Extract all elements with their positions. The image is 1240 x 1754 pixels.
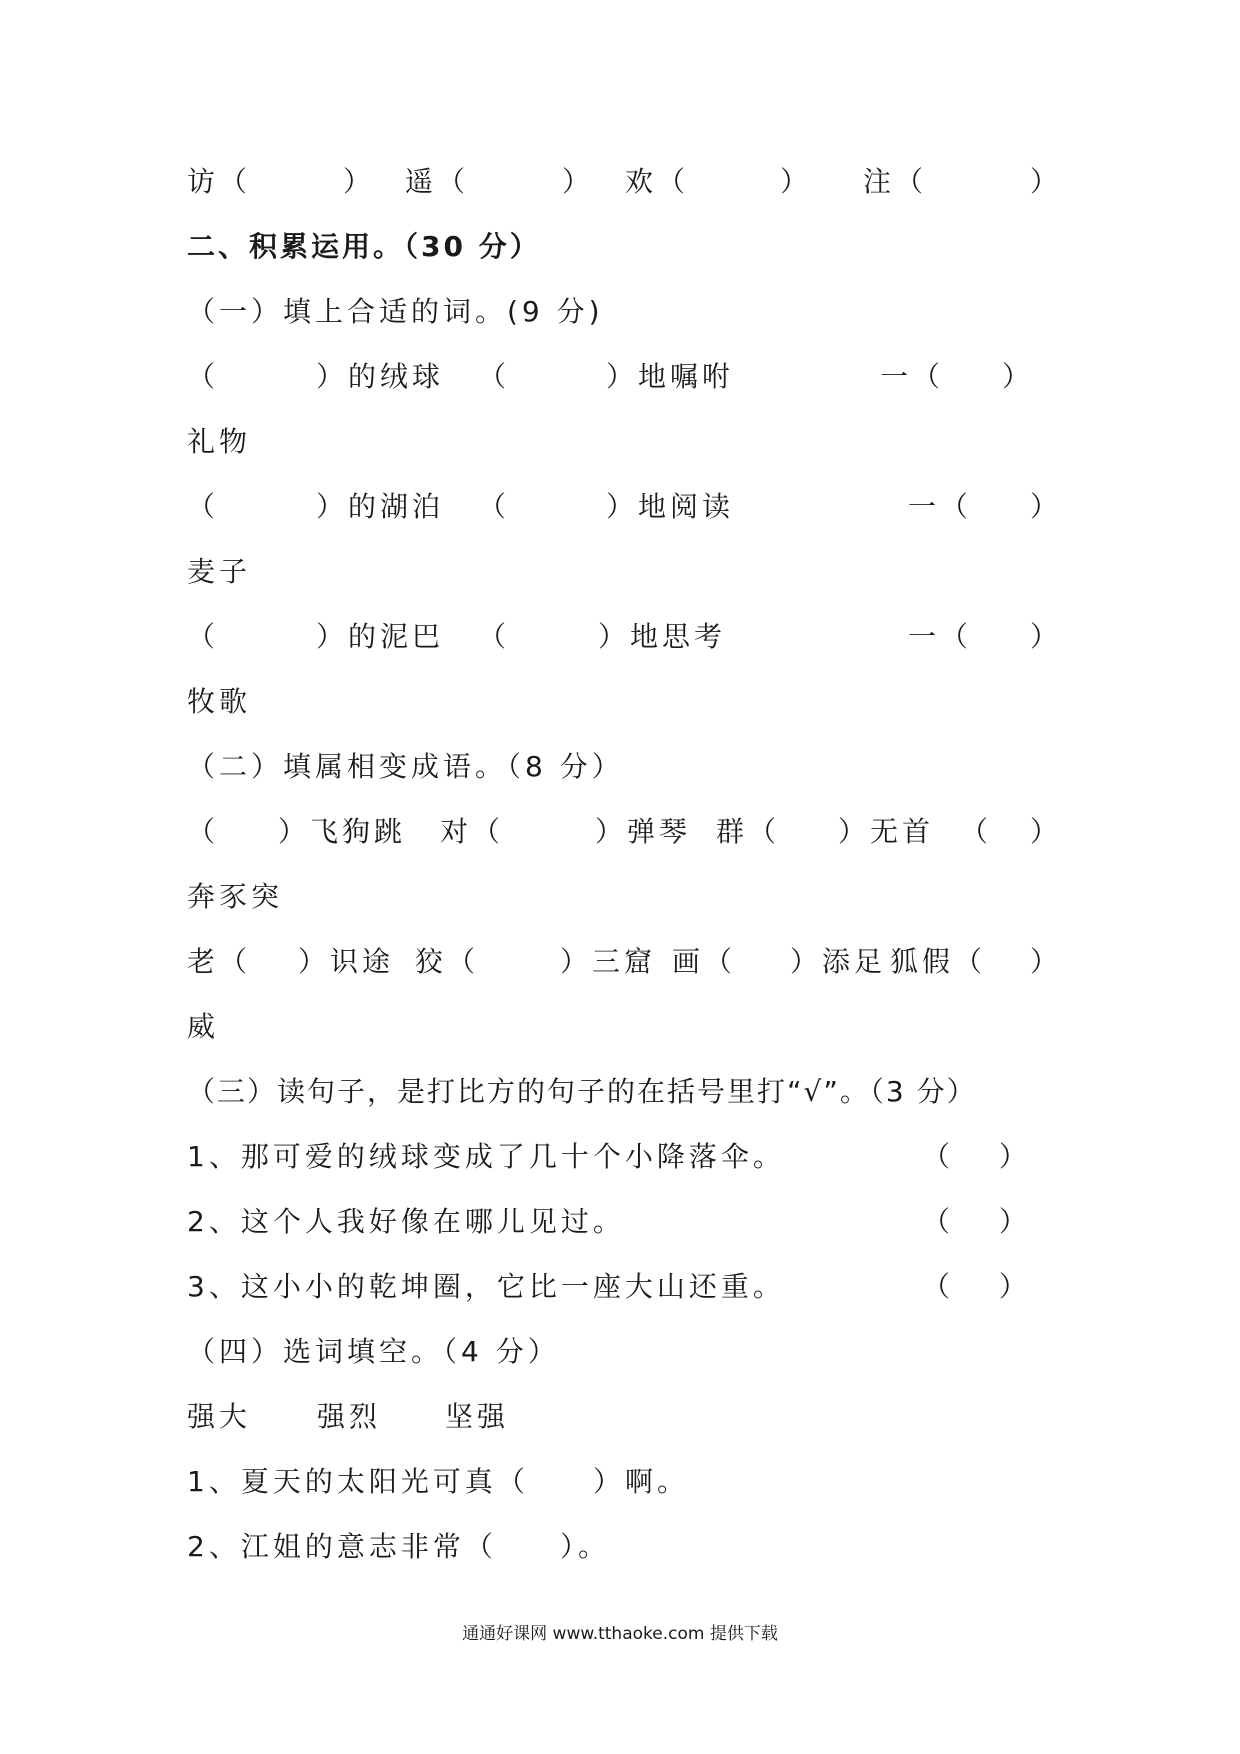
- word-fill-row: [0, 355, 1240, 399]
- pinyin-fill-row: [0, 160, 1240, 204]
- part4-title-row: [0, 1330, 1240, 1374]
- measure-open: 一（: [908, 620, 973, 653]
- wrap-row: [0, 1005, 1240, 1049]
- cloze-pre: 1、夏天的太阳光可真（: [187, 1465, 529, 1498]
- part2-title: （二）填属相变成语。（8 分）: [187, 750, 624, 783]
- wrapped-word: 奔豕突: [187, 880, 284, 913]
- fill-item-zhu: 注（: [863, 165, 928, 198]
- answer-paren: （ ）: [922, 1140, 1031, 1173]
- paren-open: （: [187, 490, 220, 523]
- paren-close: ）: [1030, 490, 1063, 523]
- idiom-part: ）三窟: [560, 945, 657, 978]
- wrapped-word: 牧歌: [187, 685, 252, 718]
- sentence-text: 2、这个人我好像在哪儿见过。: [187, 1205, 625, 1238]
- paren-open: （: [478, 620, 511, 653]
- phrase-adj: ）的湖泊: [316, 490, 445, 523]
- paren-open: （: [187, 815, 220, 848]
- measure-open: 一（: [880, 360, 945, 393]
- sentence-text: 3、这小小的乾坤圈，它比一座大山还重。: [187, 1270, 785, 1303]
- idiom-part: ）飞狗跳: [278, 815, 407, 848]
- phrase-adv: ）地阅读: [606, 490, 735, 523]
- wrapped-word: 威: [187, 1010, 220, 1043]
- sentence-text: 1、那可爱的绒球变成了几十个小降落伞。: [187, 1140, 785, 1173]
- fill-paren-close: ）: [780, 165, 813, 198]
- measure-open: 一（: [908, 490, 973, 523]
- idiom-part: ）无首: [838, 815, 935, 848]
- idiom-part: 画（: [672, 945, 737, 978]
- wrap-row: [0, 680, 1240, 724]
- idiom-part: ）弹琴: [595, 815, 692, 848]
- idiom-part: 老（: [187, 945, 252, 978]
- wrap-row: [0, 420, 1240, 464]
- paren-close: ）: [1030, 815, 1063, 848]
- fill-paren-close: ）: [1030, 165, 1063, 198]
- phrase-adj: ）的泥巴: [316, 620, 445, 653]
- wrapped-word: 礼物: [187, 425, 252, 458]
- word-choices-row: [0, 1395, 1240, 1439]
- fill-paren-close: ）: [562, 165, 595, 198]
- phrase-adv: ）地嘱咐: [606, 360, 735, 393]
- idiom-part: 狡（: [415, 945, 480, 978]
- page-footer: 通通好课网 www.tthaoke.com 提供下载: [462, 1624, 778, 1644]
- idiom-row: [0, 810, 1240, 854]
- cloze-post: ）啊。: [593, 1465, 690, 1498]
- part3-title: （三）读句子，是打比方的句子的在括号里打“√”。（3 分）: [187, 1075, 977, 1108]
- sentence-row: [0, 1200, 1240, 1244]
- word-choice: 强大: [187, 1400, 252, 1433]
- paren-close: ）: [1030, 620, 1063, 653]
- idiom-part: 对（: [440, 815, 505, 848]
- answer-paren: （ ）: [922, 1205, 1031, 1238]
- fill-item-huan: 欢（: [625, 165, 690, 198]
- wrap-row: [0, 875, 1240, 919]
- sentence-row: [0, 1135, 1240, 1179]
- part4-title: （四）选词填空。（4 分）: [187, 1335, 560, 1368]
- paren-close: ）: [1002, 360, 1035, 393]
- fill-paren-close: ）: [343, 165, 376, 198]
- cloze-post: ）。: [560, 1530, 611, 1563]
- idiom-part: 群（: [716, 815, 781, 848]
- part2-title-row: [0, 745, 1240, 789]
- word-fill-row: [0, 615, 1240, 659]
- word-fill-row: [0, 485, 1240, 529]
- paren-close: ）: [1030, 945, 1063, 978]
- paren-open: （: [960, 815, 993, 848]
- part1-title: （一）填上合适的词。(9 分): [187, 295, 604, 328]
- word-choice: 坚强: [445, 1400, 510, 1433]
- cloze-row: [0, 1525, 1240, 1569]
- section-heading: 二、积累运用。（30 分）: [187, 230, 541, 263]
- idiom-row: [0, 940, 1240, 984]
- cloze-pre: 2、江姐的意志非常（: [187, 1530, 497, 1563]
- idiom-part: 狐假（: [890, 945, 987, 978]
- sentence-row: [0, 1265, 1240, 1309]
- wrapped-word: 麦子: [187, 555, 252, 588]
- part3-title-row: [0, 1070, 1240, 1114]
- idiom-part: ）添足: [790, 945, 887, 978]
- word-choice: 强烈: [317, 1400, 382, 1433]
- wrap-row: [0, 550, 1240, 594]
- phrase-adv: ）地思考: [598, 620, 727, 653]
- section-heading-row: [0, 225, 1240, 269]
- paren-open: （: [187, 360, 220, 393]
- fill-item-fang: 访（: [187, 165, 252, 198]
- paren-open: （: [187, 620, 220, 653]
- idiom-part: ）识途: [298, 945, 395, 978]
- paren-open: （: [478, 360, 511, 393]
- phrase-adj: ）的绒球: [316, 360, 445, 393]
- paren-open: （: [478, 490, 511, 523]
- fill-item-yao: 遥（: [405, 165, 470, 198]
- answer-paren: （ ）: [922, 1270, 1031, 1303]
- part1-title-row: [0, 290, 1240, 334]
- cloze-row: [0, 1460, 1240, 1504]
